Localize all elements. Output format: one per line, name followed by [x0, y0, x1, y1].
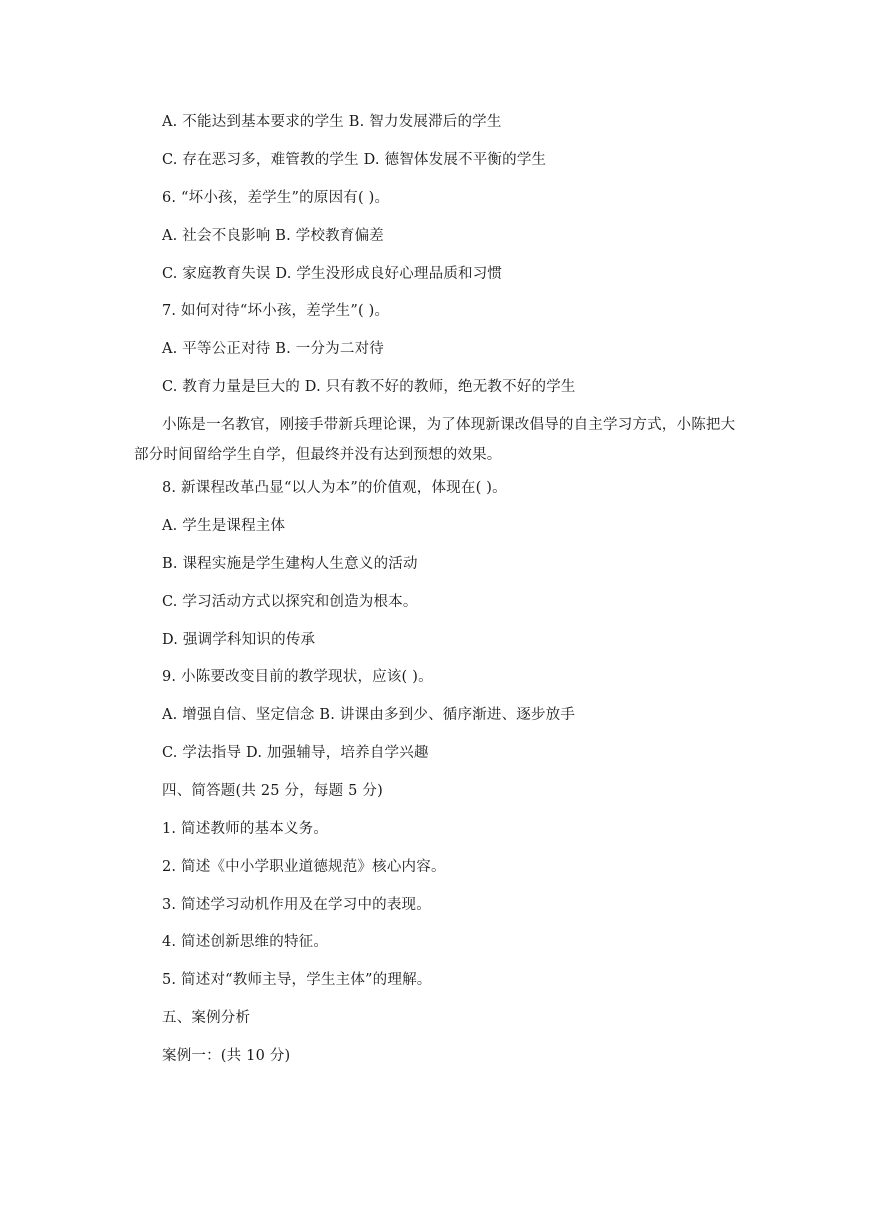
option-8d: D. 强调学科知识的传承 — [162, 632, 316, 648]
option-line-7ab: A. 平等公正对待 B. 一分为二对待 — [162, 341, 384, 357]
question-8: 8. 新课程改革凸显“以人为本”的价值观，体现在( )。 — [162, 480, 507, 496]
question-6: 6. “坏小孩，差学生”的原因有( )。 — [162, 190, 390, 206]
short-answer-1: 1. 简述教师的基本义务。 — [162, 821, 329, 837]
option-line-9cd: C. 学法指导 D. 加强辅导，培养自学兴趣 — [162, 745, 429, 761]
question-7: 7. 如何对待“坏小孩，差学生”( )。 — [162, 303, 390, 319]
section-heading-case-analysis: 五、案例分析 — [162, 1010, 251, 1026]
case-paragraph: 小陈是一名教官，刚接手带新兵理论课，为了体现新课改倡导的自主学习方式，小陈把大部分时间留给学生自学，但最终并没有达到预想的效果。 — [134, 417, 736, 463]
short-answer-4: 4. 简述创新思维的特征。 — [162, 934, 329, 950]
option-8a: A. 学生是课程主体 — [162, 518, 286, 534]
short-answer-2: 2. 简述《中小学职业道德规范》核心内容。 — [162, 859, 446, 875]
section-heading-short-answer: 四、简答题(共 25 分，每题 5 分) — [162, 783, 383, 799]
option-line-5cd: C. 存在恶习多，难管教的学生 D. 德智体发展不平衡的学生 — [162, 152, 547, 168]
option-line-6cd: C. 家庭教育失误 D. 学生没形成良好心理品质和习惯 — [162, 266, 503, 282]
option-line-5ab: A. 不能达到基本要求的学生 B. 智力发展滞后的学生 — [162, 114, 502, 130]
option-8b: B. 课程实施是学生建构人生意义的活动 — [162, 556, 418, 572]
case-one-heading: 案例一：(共 10 分) — [162, 1048, 291, 1064]
short-answer-5: 5. 简述对“教师主导，学生主体”的理解。 — [162, 972, 432, 988]
question-9: 9. 小陈要改变目前的教学现状，应该( )。 — [162, 669, 433, 685]
option-line-9ab: A. 增强自信、坚定信念 B. 讲课由多到少、循序渐进、逐步放手 — [162, 707, 576, 723]
option-8c: C. 学习活动方式以探究和创造为根本。 — [162, 594, 418, 610]
option-line-6ab: A. 社会不良影响 B. 学校教育偏差 — [162, 228, 384, 244]
short-answer-3: 3. 简述学习动机作用及在学习中的表现。 — [162, 897, 431, 913]
option-line-7cd: C. 教育力量是巨大的 D. 只有教不好的教师，绝无教不好的学生 — [162, 379, 576, 395]
